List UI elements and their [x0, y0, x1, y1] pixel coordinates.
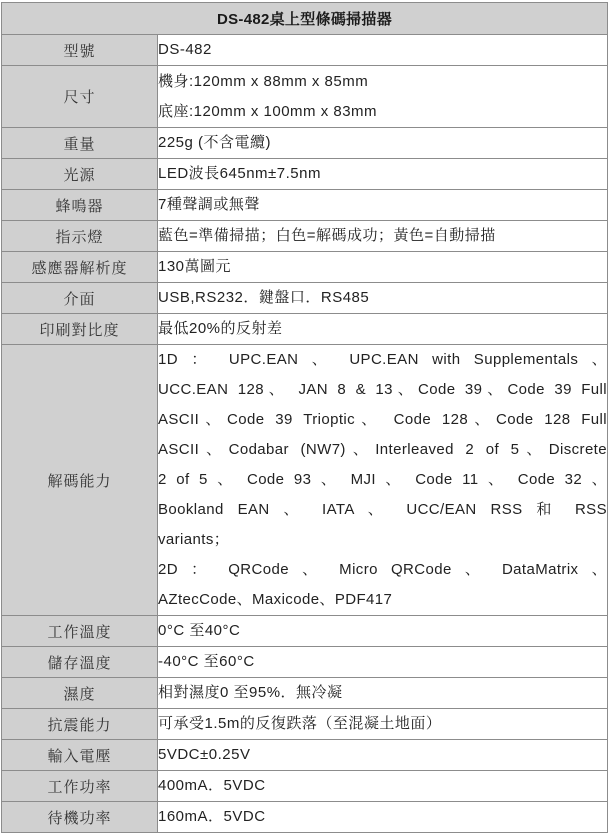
- spec-label: 輸入電壓: [2, 740, 158, 771]
- decode-line: Bookland EAN 、 IATA 、 UCC/EAN RSS 和 RSS: [158, 501, 607, 518]
- spec-value-line: 400mA．5VDC: [158, 777, 266, 794]
- spec-label: 指示燈: [2, 221, 158, 252]
- decode-line: ASCII、Codabar (NW7)、Interleaved 2 of 5、Discrete: [158, 441, 607, 458]
- spec-label: 濕度: [2, 678, 158, 709]
- spec-value-line: 160mA．5VDC: [158, 808, 266, 825]
- spec-label: 解碼能力: [2, 345, 158, 616]
- spec-value-line: USB,RS232．鍵盤口．RS485: [158, 289, 370, 306]
- spec-row: [2, 709, 608, 740]
- spec-row: [2, 771, 608, 802]
- spec-value: [158, 252, 608, 283]
- spec-value: [158, 314, 608, 345]
- spec-value-line: 相對濕度0 至95%．無冷凝: [158, 684, 343, 701]
- spec-label: 工作溫度: [2, 616, 158, 647]
- spec-label: 介面: [2, 283, 158, 314]
- spec-value: [158, 35, 608, 66]
- spec-value-line: 130萬圖元: [158, 258, 232, 275]
- spec-value-decode: [158, 345, 608, 616]
- spec-value: [158, 678, 608, 709]
- decode-line: 2D ： QRCode 、 Micro QRCode 、 DataMatrix 、: [158, 561, 607, 578]
- spec-value-line: 5VDC±0.25V: [158, 746, 251, 763]
- spec-row: [2, 283, 608, 314]
- spec-value: [158, 283, 608, 314]
- spec-row: [2, 678, 608, 709]
- spec-row: [2, 314, 608, 345]
- spec-label: 印刷對比度: [2, 314, 158, 345]
- decode-line: variants；: [158, 531, 230, 548]
- spec-label: 抗震能力: [2, 709, 158, 740]
- table-title: DS-482桌上型條碼掃描器: [2, 3, 608, 35]
- spec-row: [2, 159, 608, 190]
- spec-value-line: -40°C 至60°C: [158, 653, 255, 670]
- spec-value-line: 7種聲調或無聲: [158, 196, 260, 213]
- spec-value: [158, 802, 608, 833]
- spec-value: [158, 771, 608, 802]
- spec-label: 尺寸: [2, 66, 158, 128]
- spec-value-line: 底座:120mm x 100mm x 83mm: [158, 102, 378, 120]
- spec-row: [2, 647, 608, 678]
- spec-value-line: 藍色=準備掃描；白色=解碼成功；黃色=自動掃描: [158, 227, 496, 244]
- spec-value-line: 最低20%的反射差: [158, 320, 283, 337]
- spec-value: [158, 128, 608, 159]
- spec-row: [2, 128, 608, 159]
- spec-value: [158, 740, 608, 771]
- spec-value: [158, 221, 608, 252]
- spec-label: 蜂鳴器: [2, 190, 158, 221]
- spec-row: [2, 345, 608, 616]
- spec-row: [2, 66, 608, 128]
- decode-line: ASCII、Code 39 Trioptic、 Code 128、Code 128 Full: [158, 411, 607, 428]
- spec-row: [2, 190, 608, 221]
- spec-label: 儲存溫度: [2, 647, 158, 678]
- spec-row: [2, 802, 608, 833]
- spec-value: [158, 616, 608, 647]
- spec-label: 工作功率: [2, 771, 158, 802]
- spec-row: [2, 616, 608, 647]
- spec-value-line: 機身:120mm x 88mm x 85mm: [158, 72, 369, 90]
- spec-value: [158, 159, 608, 190]
- spec-table: [1, 2, 608, 833]
- decode-line: 2 of 5 、 Code 93 、 MJI 、 Code 11 、 Code 32 、: [158, 471, 607, 488]
- spec-row: [2, 35, 608, 66]
- spec-value-line: 可承受1.5m的反復跌落（至混凝土地面）: [158, 715, 442, 732]
- spec-value: [158, 647, 608, 678]
- spec-table-body: [2, 3, 608, 833]
- spec-value-line: LED波長645nm±7.5nm: [158, 165, 321, 182]
- decode-line: AZtecCode、Maxicode、PDF417: [158, 591, 393, 608]
- spec-label: 光源: [2, 159, 158, 190]
- title-row: [2, 3, 608, 35]
- spec-value-line: 0°C 至40°C: [158, 622, 241, 639]
- spec-row: [2, 252, 608, 283]
- spec-row: [2, 221, 608, 252]
- spec-label: 待機功率: [2, 802, 158, 833]
- spec-value: [158, 709, 608, 740]
- spec-value: [158, 66, 608, 128]
- spec-label: 感應器解析度: [2, 252, 158, 283]
- spec-label: 重量: [2, 128, 158, 159]
- decode-line: UCC.EAN 128、 JAN 8 & 13、Code 39、Code 39 Full: [158, 381, 607, 398]
- spec-value: [158, 190, 608, 221]
- spec-label: 型號: [2, 35, 158, 66]
- spec-value-line: DS-482: [158, 41, 212, 58]
- spec-row: [2, 740, 608, 771]
- spec-value-line: 225g (不含電纜): [158, 134, 272, 151]
- decode-line: 1D ： UPC.EAN 、 UPC.EAN with Supplementals 、: [158, 351, 607, 368]
